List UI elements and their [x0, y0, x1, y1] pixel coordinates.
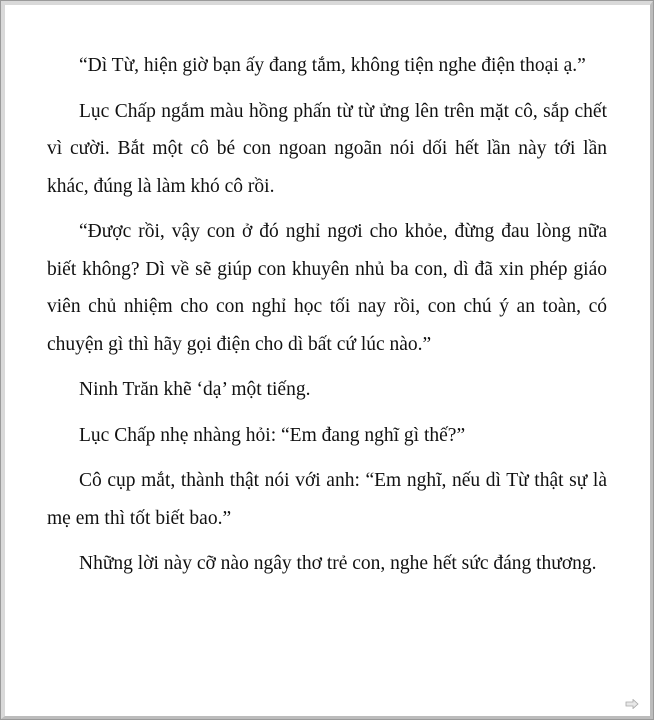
paragraph: Cô cụp mắt, thành thật nói với anh: “Em nghĩ, nếu dì Từ thật sự là mẹ em thì tốt biết bao.”	[47, 470, 607, 529]
document-body	[47, 47, 607, 591]
paragraph: “Được rồi, vậy con ở đó nghỉ ngơi cho khỏe, đừng đau lòng nữa biết không? Dì về sẽ giúp con khuyên nhủ ba con, dì đã xin phép giáo viên chủ nhiệm cho con nghỉ học tối nay rồi, con chú ý an toàn, có chuyện gì thì hãy gọi điện cho dì bất cứ lúc nào.”	[47, 221, 607, 355]
paragraph: Lục Chấp ngắm màu hồng phấn từ từ ửng lên trên mặt cô, sắp chết vì cười. Bắt một cô bé con ngoan ngoãn nói dối hết lần này tới lần khác, đúng là làm khó cô rồi.	[47, 100, 607, 197]
paragraph: “Dì Từ, hiện giờ bạn ấy đang tắm, không tiện nghe điện thoại ạ.”	[79, 55, 586, 76]
next-page-arrow-icon[interactable]	[625, 699, 639, 709]
paragraph: Những lời này cỡ nào ngây thơ trẻ con, nghe hết sức đáng thương.	[79, 553, 597, 574]
paragraph: Lục Chấp nhẹ nhàng hỏi: “Em đang nghĩ gì thế?”	[79, 424, 466, 446]
paragraph: Ninh Trăn khẽ ‘dạ’ một tiếng.	[79, 379, 311, 400]
